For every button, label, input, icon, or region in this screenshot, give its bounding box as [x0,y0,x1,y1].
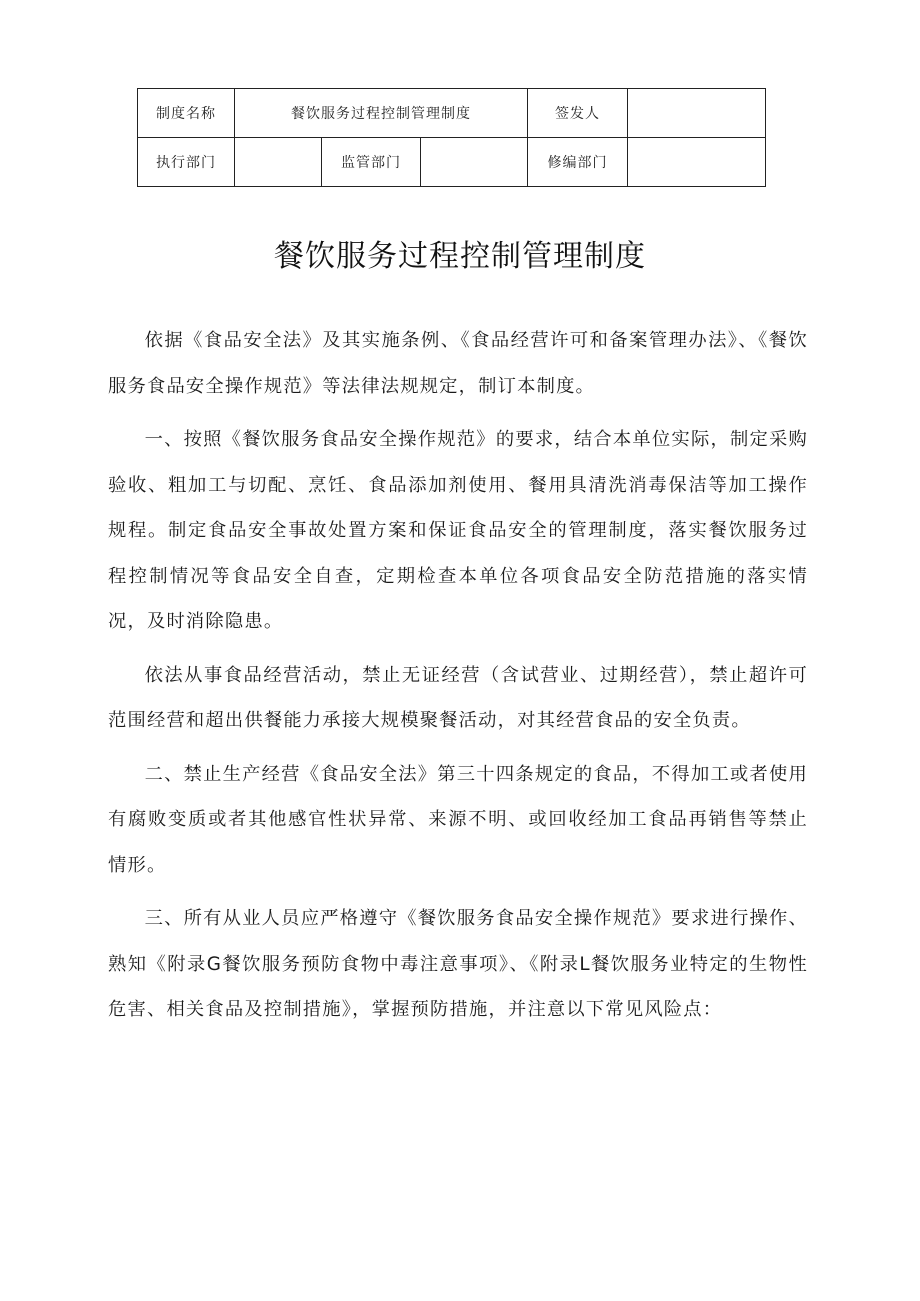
edit-dept-label: 修编部门 [528,138,628,187]
edit-dept-value [628,138,766,187]
paragraph-section-2: 二、禁止生产经营《食品安全法》第三十四条规定的食品，不得加工或者使用有腐败变质或者其他感官性状异常、来源不明、或回收经加工食品再销售等禁止情形。 [108,763,808,876]
document-title: 餐饮服务过程控制管理制度 [274,239,646,274]
policy-name-label: 制度名称 [138,89,235,138]
signer-label: 签发人 [528,89,628,138]
policy-name-value: 餐饮服务过程控制管理制度 [235,89,528,138]
supervise-dept-value [421,138,528,187]
header-info-table [137,88,766,187]
paragraph-section-1: 一、按照《餐饮服务食品安全操作规范》的要求，结合本单位实际，制定采购验收、粗加工与切配、烹饪、食品添加剂使用、餐用具清洗消毒保洁等加工操作规程。制定食品安全事故处置方案和保证食品安全的管理制度，落实餐饮服务过程控制情况等食品安全自查，定期检查本单位各项食品安全防范措施的落实情况，及时消除隐患。 [108,429,808,632]
paragraph-section-3: 三、所有从业人员应严格遵守《餐饮服务食品安全操作规范》要求进行操作、熟知《附录G餐饮服务预防食物中毒注意事项》、《附录L餐饮服务业特定的生物性危害、相关食品及控制措施》，掌握预防措施，并注意以下常见风险点： [108,908,808,1020]
exec-dept-label: 执行部门 [138,138,235,187]
supervise-dept-label: 监管部门 [322,138,421,187]
header-row-2 [138,138,766,187]
document-body [108,318,808,1033]
exec-dept-value [235,138,322,187]
header-row-1 [138,89,766,138]
paragraph-licensed-operation: 依法从事食品经营活动，禁止无证经营（含试营业、过期经营），禁止超许可范围经营和超出供餐能力承接大规模聚餐活动，对其经营食品的安全负责。 [108,664,808,731]
paragraph-intro: 依据《食品安全法》及其实施条例、《食品经营许可和备案管理办法》、《餐饮服务食品安全操作规范》等法律法规规定，制订本制度。 [108,330,808,397]
signer-value [628,89,766,138]
